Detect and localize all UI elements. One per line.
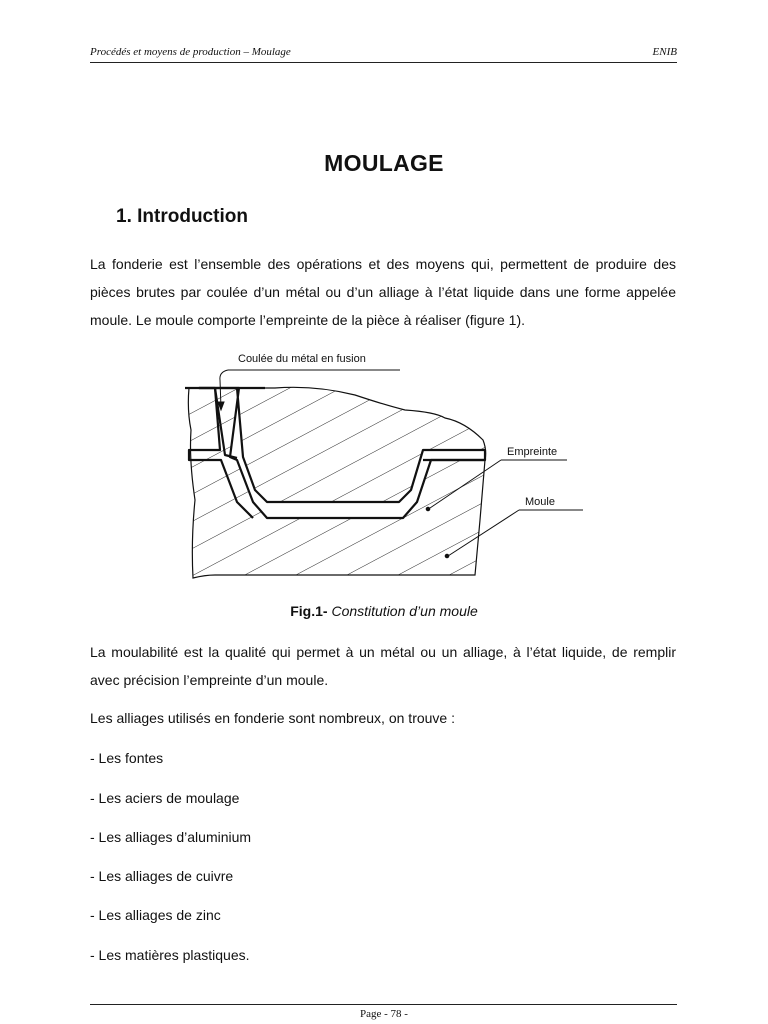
list-item: - Les fontes — [90, 750, 164, 766]
intro-paragraph: La fonderie est l’ensemble des opérations et des moyens qui, permettent de produire des pièces brutes par coulée d’un métal ou d’un alliage à l’état liquide dans une forme appelée moule. Le moule comporte l’empreinte de la pièce à réaliser (figure 1). — [90, 256, 676, 328]
figure-caption — [0, 603, 768, 619]
label-coulee: Coulée du métal en fusion — [238, 353, 366, 365]
section-heading: 1. Introduction — [116, 206, 248, 227]
list-item: - Les alliages de zinc — [90, 907, 221, 923]
list-item: - Les matières plastiques. — [90, 947, 250, 963]
list-item: - Les aciers de moulage — [90, 790, 240, 806]
label-moule: Moule — [525, 496, 555, 508]
page-number: Page - 78 - — [360, 1008, 408, 1020]
figure-caption-text: Constitution d’un moule — [327, 603, 478, 619]
footer-rule — [90, 1004, 677, 1005]
page-header — [90, 44, 677, 63]
header-school: ENIB — [652, 46, 677, 58]
list-item: - Les alliages de cuivre — [90, 868, 234, 884]
page-title: MOULAGE — [324, 150, 444, 176]
list-item: - Les alliages d’aluminium — [90, 829, 252, 845]
mould-body — [188, 387, 485, 578]
label-empreinte: Empreinte — [507, 446, 558, 458]
figure-caption-label: Fig.1- — [290, 603, 328, 619]
alliages-intro: Les alliages utilisés en fonderie sont nombreux, on trouve : — [90, 710, 455, 726]
mould-figure — [175, 340, 595, 585]
moulabilite-paragraph: La moulabilité est la qualité qui permet à un métal ou un alliage, à l’état liquide, de remplir avec précision l’empreinte d’un moule. — [90, 644, 676, 688]
header-course-title: Procédés et moyens de production – Moulage — [90, 46, 291, 58]
